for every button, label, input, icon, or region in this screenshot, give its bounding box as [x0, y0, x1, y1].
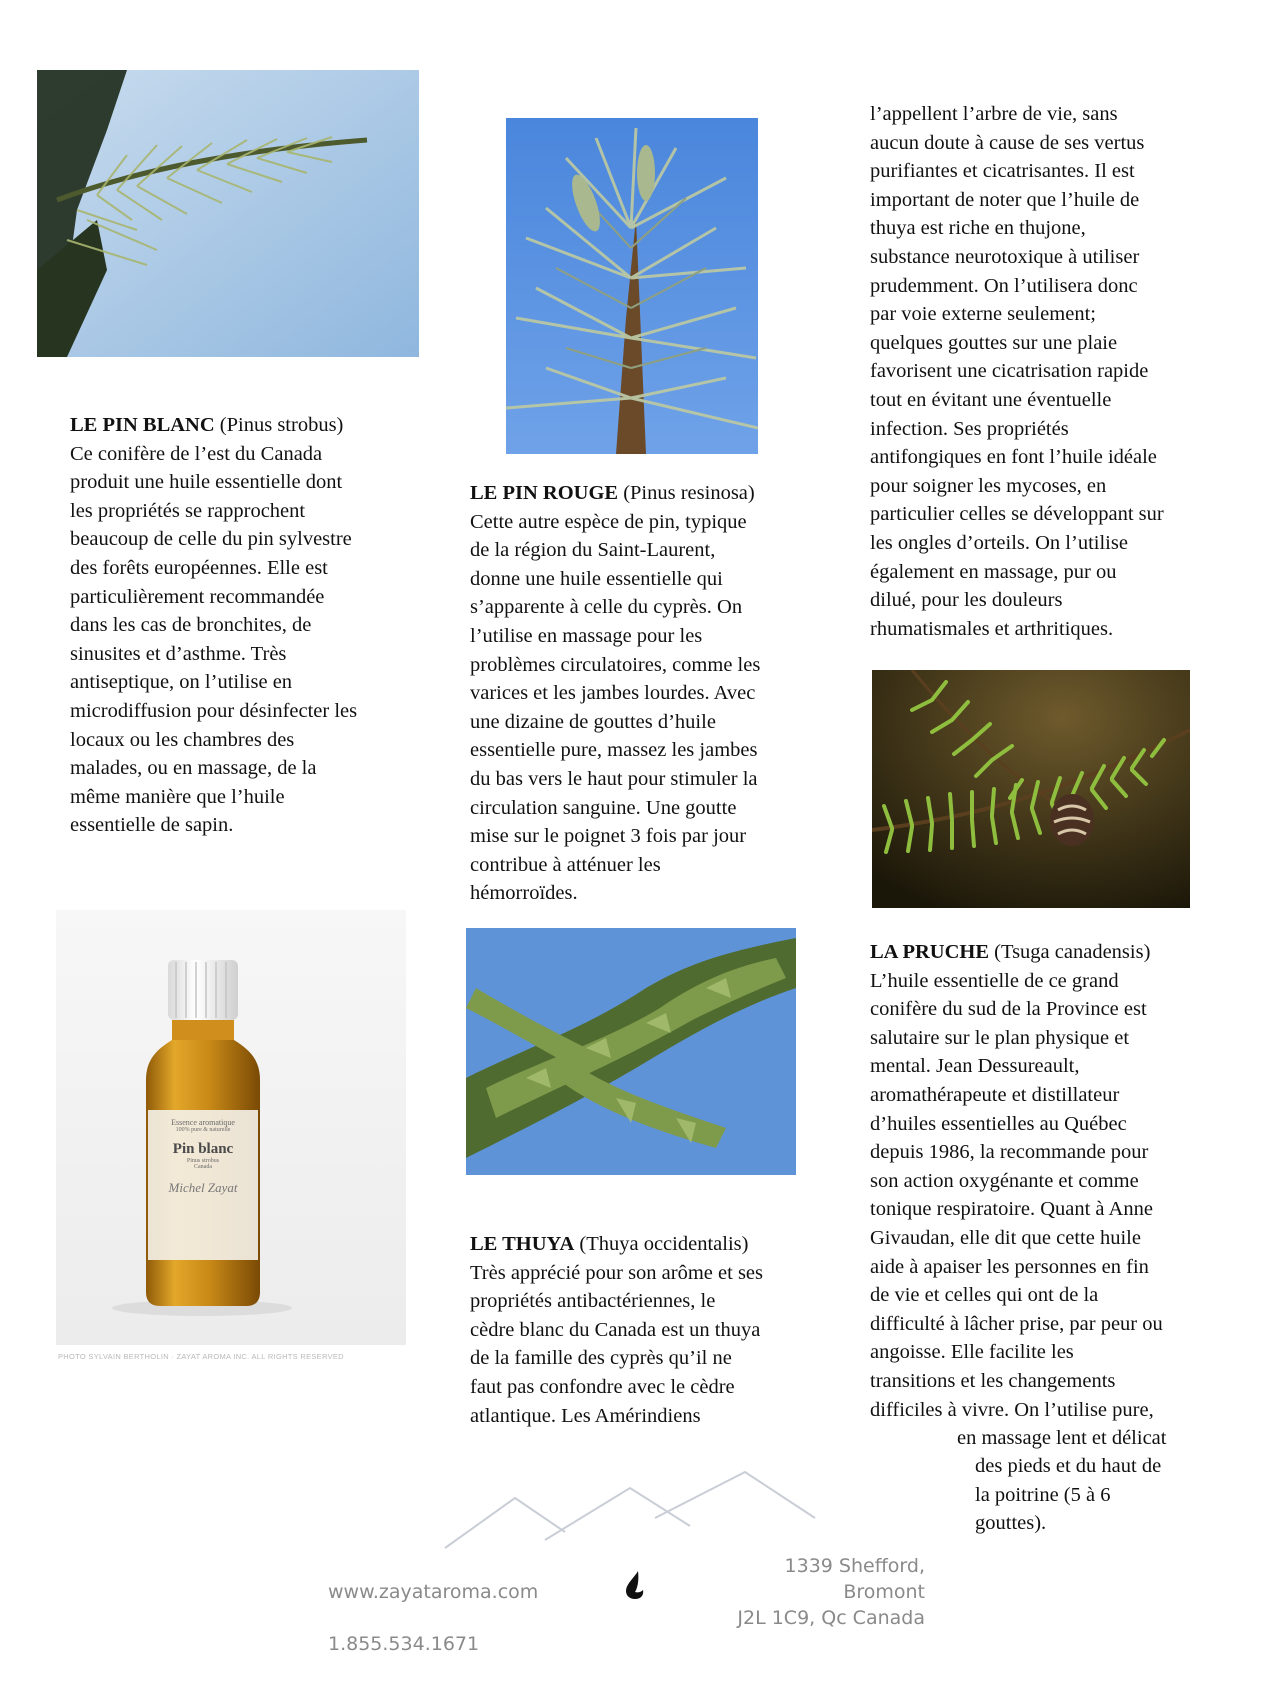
bottle-label-line1: Essence aromatique: [171, 1118, 235, 1127]
article-pin-rouge-title: LE PIN ROUGE: [470, 482, 619, 504]
article-pin-rouge: [470, 479, 810, 908]
drop-icon: [624, 1570, 646, 1600]
article-thuya-continued: l’appellent l’arbre de vie, sans aucun doute à cause de ses vertus purifiantes et cicatrisantes. Il est important de noter que l’huile de thuya est riche en thujone, substance neurotoxique à utiliser prudemment. On l’utilisera donc par voie externe seulement; quelques gouttes sur une plaie favorisent une cicatrisation rapide tout en évitant une éventuelle infection. Ses propriétés antifongiques en font l’huile idéale pour soigner les mycoses, en particulier celles se développant sur les ongles d’orteils. On l’utilise également en massage, pur ou dilué, pour les douleurs rhumatismales et arthritiques.: [870, 103, 1164, 640]
article-pruche-body: L’huile essentielle de ce grand conifère du sud de la Province est salutaire sur le plan physique et mental. Jean Dessureault, aromathérapeute et distillateur d’huiles essentielles au Québec depuis 1986, la recommande pour son action oxygénante et comme tonique respiratoire. Quant à Anne Givaudan, elle dit que cette huile aide à apaiser les personnes en fin de vie et celles qui ont de la difficulté à lâcher prise, par peur ou angoisse. Elle facilite les transitions et les changements difficiles à vivre. On l’utilise pure,: [870, 969, 1163, 1421]
article-pruche-tail-1: en massage lent et délicat: [957, 1427, 1167, 1449]
footer-phone: 1.855.534.1671: [328, 1633, 480, 1655]
pin-blanc-bottle-photo: [56, 910, 406, 1345]
thuya-photo: [466, 928, 796, 1175]
mountains-logo: [440, 1470, 820, 1550]
bottle-label-origin: Canada: [194, 1164, 212, 1170]
article-pruche-title: LA PRUCHE: [870, 941, 990, 963]
article-pruche-latin: (Tsuga canadensis): [989, 941, 1151, 963]
article-thuya: [470, 1230, 810, 1430]
article-pin-blanc-title: LE PIN BLANC: [70, 414, 215, 436]
article-thuya-title: LE THUYA: [470, 1233, 575, 1255]
footer-contact: [328, 1553, 538, 1683]
article-pin-rouge-latin: (Pinus resinosa): [618, 482, 755, 504]
article-pin-rouge-body: Cette autre espèce de pin, typique de la région du Saint-Laurent, donne une huile essentielle qui s’apparente à celle du cyprès. On l’utilise en massage pour les problèmes circulatoires, comme les varices et les jambes lourdes. Avec une dizaine de gouttes d’huile essentielle pure, massez les jambes du bas vers le haut pour stimuler la circulation sanguine. Une goutte mise sur le poignet 3 fois par jour contribue à atténuer les hémorroïdes.: [470, 510, 761, 905]
article-pin-blanc: [70, 411, 400, 840]
bottle-label-signature: Michel Zayat: [168, 1180, 238, 1195]
article-pruche-tail-2: des pieds et du haut de la poitrine (5 à 6 gouttes).: [975, 1455, 1162, 1535]
photo-credit: PHOTO SYLVAIN BERTHOLIN · ZAYAT AROMA INC. ALL RIGHTS RESERVED: [58, 1352, 344, 1361]
article-pin-blanc-latin: (Pinus strobus): [214, 414, 344, 436]
white-pine-photo: [37, 70, 419, 357]
bottle-label-product: Pin blanc: [172, 1141, 234, 1157]
article-pruche: [870, 938, 1230, 1424]
bottle-label-latin: Pinus strobus: [186, 1158, 220, 1164]
bottle-label-line2: 100% pure & naturelle: [175, 1127, 231, 1133]
footer-address: 1339 Shefford, Bromont J2L 1C9, Qc Canada: [737, 1555, 925, 1629]
article-thuya-latin: (Thuya occidentalis): [574, 1233, 749, 1255]
hemlock-photo: [872, 670, 1190, 908]
bottle-label: [148, 1110, 258, 1260]
footer-website[interactable]: www.zayataroma.com: [328, 1581, 539, 1603]
article-pin-blanc-body: Ce conifère de l’est du Canada produit une huile essentielle dont les propriétés se rapprochent beaucoup de celle du pin sylvestre des forêts européennes. Elle est particulièrement recommandée dans les cas de bronchites, de sinusites et d’asthme. Très antiseptique, on l’utilise en microdiffusion pour désinfecter les locaux ou les chambres des malades, ou en massage, de la même manière que l’huile essentielle de sapin.: [70, 442, 358, 837]
red-pine-photo: [506, 118, 758, 454]
article-thuya-body: Très apprécié pour son arôme et ses propriétés antibactériennes, le cèdre blanc du Canada est un thuya de la famille des cyprès qu’il ne faut pas confondre avec le cèdre atlantique. Les Amérindiens: [470, 1261, 763, 1427]
